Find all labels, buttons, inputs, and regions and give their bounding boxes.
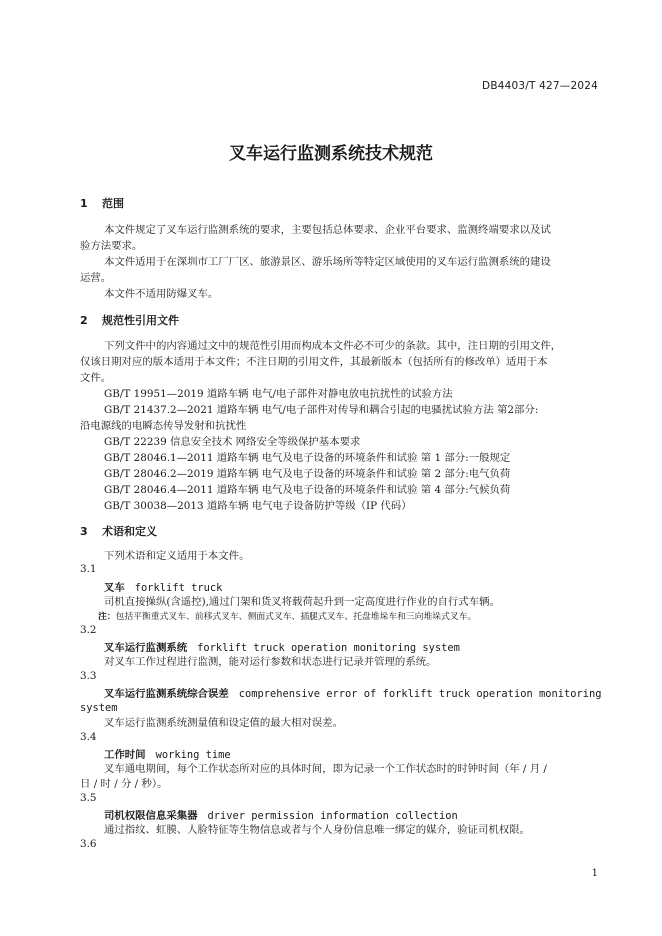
term-en: forklift truck operation monitoring system [197, 642, 460, 654]
term-definition: 叉车通电期间，每个工作状态所对应的具体时间，即为记录一个工作状态时的时钟时间（年 / 月 / [104, 763, 547, 775]
term-number: 3.3 [80, 670, 97, 682]
paragraph-line: 下列文件中的内容通过文中的规范性引用而构成本文件必不可少的条款。其中，注日期的引用文件， [104, 340, 562, 352]
paragraph-line: 本文件适用于在深圳市工厂厂区、旅游景区、游乐场所等特定区域使用的叉车运行监测系统的建设 [104, 256, 551, 268]
term-definition: 叉车运行监测系统测量值和设定值的最大相对误差。 [104, 717, 343, 729]
term-zh: 叉车运行监测系统综合误差 [104, 688, 229, 700]
paragraph-line: 本文件不适用防爆叉车。 [104, 288, 219, 300]
term-number: 3.6 [80, 838, 97, 850]
section-2-heading [80, 312, 179, 328]
term-en-continuation: system [80, 702, 118, 714]
paragraph-line: 文件。 [80, 372, 112, 384]
reference-item: GB/T 30038—2013 道路车辆 电气电子设备防护等级（IP 代码） [104, 500, 412, 512]
term-zh: 叉车运行监测系统 [104, 642, 188, 654]
term-definition: 司机直接操纵(含遥控),通过门架和货叉将载荷起升到一定高度进行作业的自行式车辆。 [104, 596, 500, 608]
reference-item: GB/T 28046.4—2011 道路车辆 电气及电子设备的环境条件和试验 第 4 部分:气候负荷 [104, 484, 511, 496]
term-heading [104, 685, 602, 700]
term-heading [104, 579, 222, 594]
reference-item: GB/T 22239 信息安全技术 网络安全等级保护基本要求 [104, 436, 361, 448]
reference-item: GB/T 21437.2—2021 道路车辆 电气/电子部件对传导和耦合引起的电骚扰试验方法 第2部分: [104, 404, 539, 416]
reference-item-continuation: 沿电源线的电瞬态传导发射和抗扰性 [80, 420, 247, 432]
section-number: 2 [80, 314, 88, 327]
term-zh: 叉车 [104, 582, 125, 594]
term-en: driver permission information collection [207, 810, 458, 822]
paragraph-line: 本文件规定了叉车运行监测系统的要求，主要包括总体要求、企业平台要求、监测终端要求以及试 [104, 224, 551, 236]
section-title: 规范性引用文件 [102, 314, 179, 327]
paragraph-line: 运营。 [80, 272, 112, 284]
page-number: 1 [591, 868, 598, 879]
term-zh: 司机权限信息采集器 [104, 810, 198, 822]
reference-item: GB/T 28046.1—2011 道路车辆 电气及电子设备的环境条件和试验 第 1 部分:一般规定 [104, 452, 511, 464]
term-definition: 通过指纹、虹膜、人脸特征等生物信息或者与个人身份信息唯一绑定的媒介，验证司机权限。 [104, 824, 531, 836]
term-definition: 对叉车工作过程进行监测，能对运行参数和状态进行记录并管理的系统。 [104, 656, 437, 668]
note-text: 包括平衡重式叉车、前移式叉车、侧面式叉车、插腿式叉车、托盘堆垛车和三向堆垛式叉车。 [115, 612, 477, 622]
document-title: 叉车运行监测系统技术规范 [229, 144, 433, 164]
term-zh: 工作时间 [104, 749, 146, 761]
section-title: 范围 [102, 197, 124, 210]
term-number: 3.1 [80, 563, 97, 575]
term-number: 3.2 [80, 624, 97, 636]
paragraph-line: 验方法要求。 [80, 240, 143, 252]
term-heading [104, 807, 458, 822]
paragraph-line: 仅该日期对应的版本适用于本文件；不注日期的引用文件，其最新版本（包括所有的修改单）适用于本 [80, 356, 548, 368]
note-label: 注： [98, 612, 116, 622]
term-number: 3.5 [80, 792, 97, 804]
section-title: 术语和定义 [102, 525, 157, 538]
term-heading [104, 639, 460, 654]
term-en: comprehensive error of forklift truck operation monitoring [238, 688, 602, 700]
term-definition-continuation: 日 / 时 / 分 / 秒）。 [80, 778, 168, 790]
term-number: 3.4 [80, 731, 97, 743]
term-heading [104, 746, 231, 761]
section-1-heading [80, 195, 124, 211]
section-number: 3 [80, 525, 88, 538]
term-en: working time [155, 749, 231, 761]
reference-item: GB/T 19951—2019 道路车辆 电气/电子部件对静电放电抗扰性的试验方法 [104, 388, 453, 400]
standard-number: DB4403/T 427—2024 [482, 80, 598, 92]
term-en: forklift truck [134, 582, 223, 594]
term-note [98, 609, 476, 622]
section-number: 1 [80, 197, 88, 210]
paragraph-line: 下列术语和定义适用于本文件。 [104, 550, 250, 562]
section-3-heading [80, 523, 157, 539]
reference-item: GB/T 28046.2—2019 道路车辆 电气及电子设备的环境条件和试验 第 2 部分:电气负荷 [104, 468, 511, 480]
